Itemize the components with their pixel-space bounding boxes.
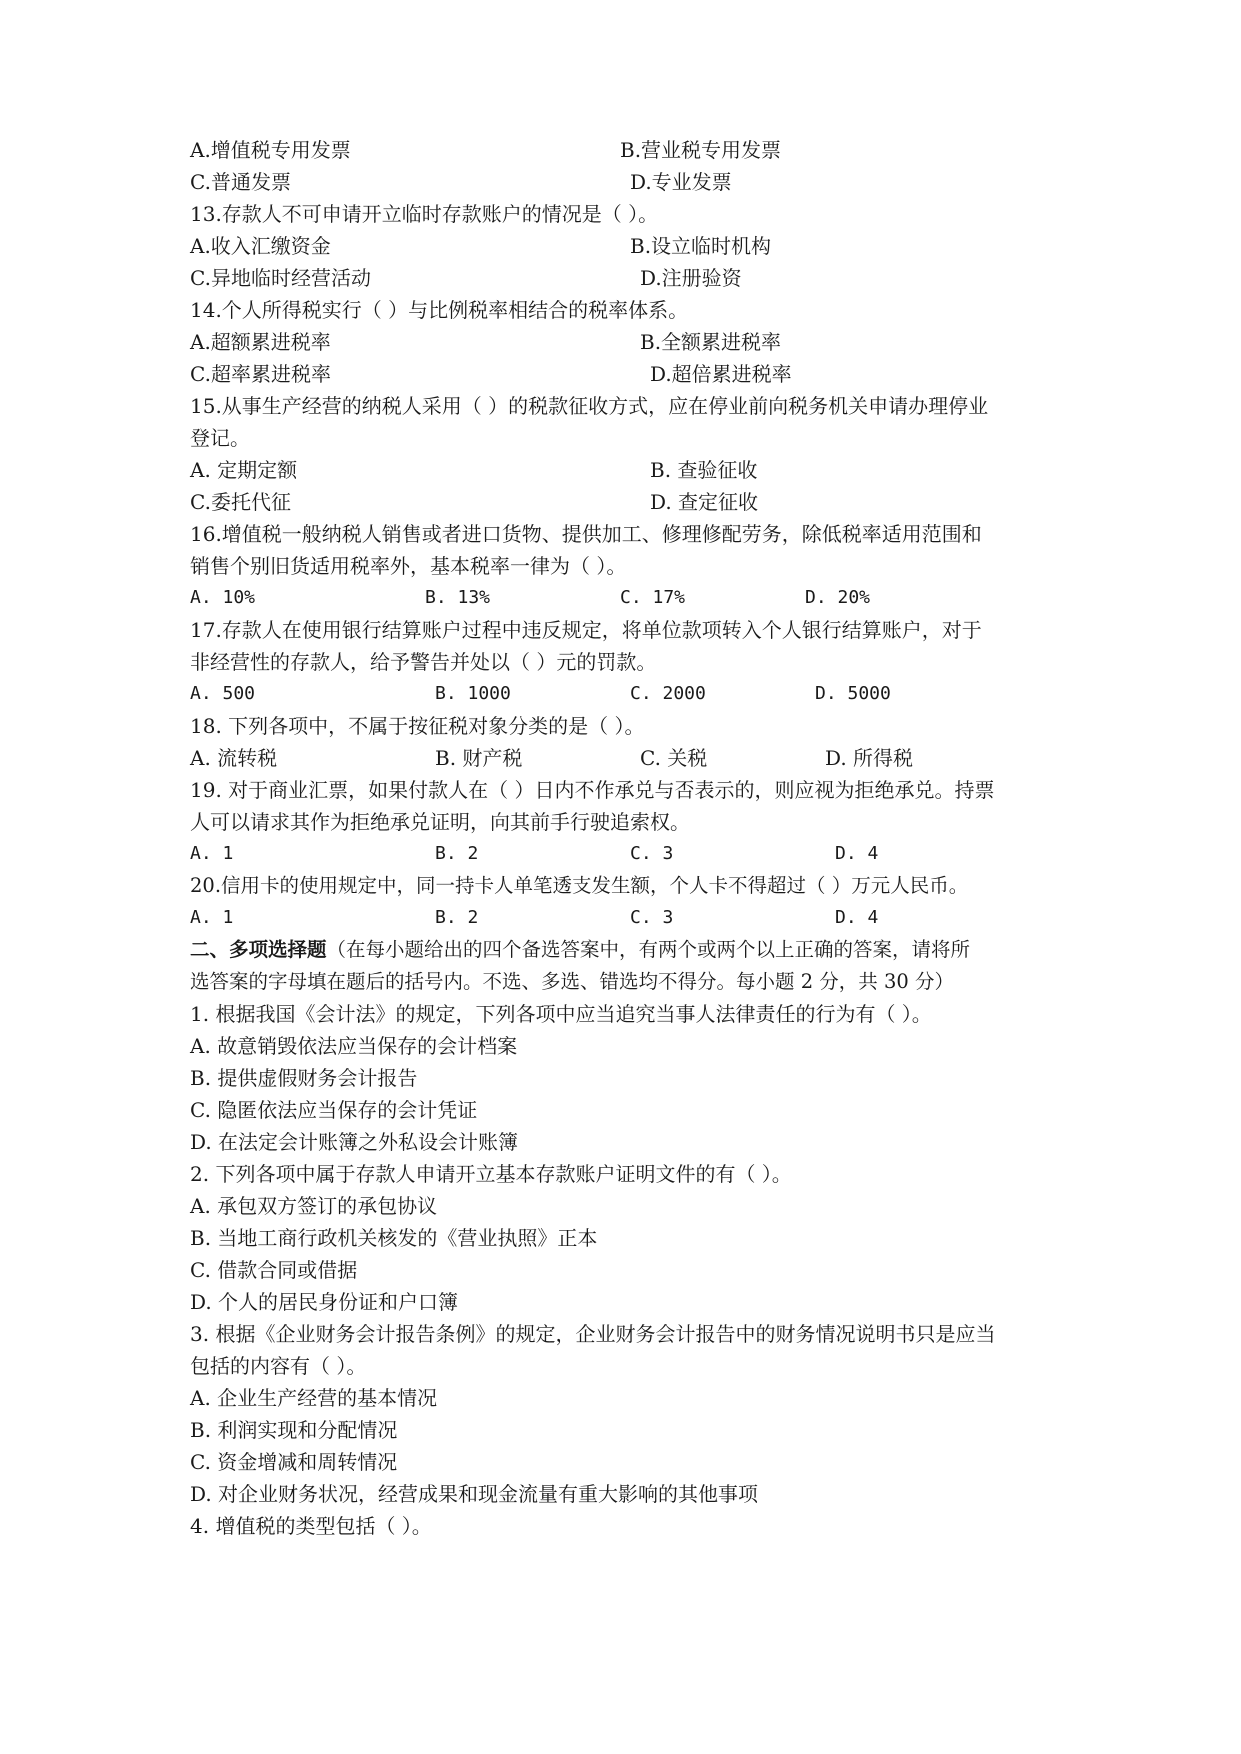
q13-option-c: C.异地临时经营活动 bbox=[190, 266, 371, 290]
q16-stem-line2: 销售个别旧货适用税率外，基本税率一律为（ ）。 bbox=[190, 554, 627, 578]
m3-stem-line1: 3. 根据《企业财务会计报告条例》的规定，企业财务会计报告中的财务情况说明书只是应当 bbox=[190, 1322, 996, 1346]
q16-option-b: B. 13% bbox=[425, 587, 491, 608]
q20-option-b: B. 2 bbox=[435, 907, 479, 928]
section2-header bbox=[190, 934, 970, 966]
m2-option-c: C. 借款合同或借据 bbox=[190, 1258, 358, 1282]
m3-stem-line2: 包括的内容有（ ）。 bbox=[190, 1354, 367, 1378]
q13-option-b: B.设立临时机构 bbox=[630, 234, 772, 258]
m2-option-b: B. 当地工商行政机关核发的《营业执照》正本 bbox=[190, 1226, 598, 1250]
m1-option-d: D. 在法定会计账簿之外私设会计账簿 bbox=[190, 1130, 519, 1154]
q19-option-a: A. 1 bbox=[190, 843, 234, 864]
q13-option-d: D.注册验资 bbox=[640, 266, 742, 290]
q15-option-a: A. 定期定额 bbox=[190, 458, 298, 482]
q20-option-c: C. 3 bbox=[630, 907, 674, 928]
q15-option-d: D. 查定征收 bbox=[650, 490, 759, 514]
q20-stem: 20.信用卡的使用规定中，同一持卡人单笔透支发生额，个人卡不得超过（ ）万元人民币。 bbox=[190, 874, 969, 897]
m3-option-d: D. 对企业财务状况，经营成果和现金流量有重大影响的其他事项 bbox=[190, 1482, 759, 1506]
q12-option-d: D.专业发票 bbox=[630, 170, 732, 194]
q13-stem: 13.存款人不可申请开立临时存款账户的情况是（ ）。 bbox=[190, 202, 659, 226]
q18-option-c: C. 关税 bbox=[640, 746, 708, 770]
section2-desc-line1: （在每小题给出的四个备选答案中，有两个或两个以上正确的答案，请将所 bbox=[326, 938, 971, 961]
q19-option-d: D. 4 bbox=[835, 843, 879, 864]
q14-option-d: D.超倍累进税率 bbox=[650, 362, 792, 386]
q15-option-b: B. 查验征收 bbox=[650, 458, 758, 482]
q19-option-c: C. 3 bbox=[630, 843, 674, 864]
q19-stem-line1: 19. 对于商业汇票，如果付款人在（ ）日内不作承兑与否表示的，则应视为拒绝承兑。持票 bbox=[190, 778, 995, 802]
m2-option-a: A. 承包双方签订的承包协议 bbox=[190, 1194, 438, 1218]
section2-title: 二、多项选择题 bbox=[190, 938, 327, 961]
q16-option-c: C. 17% bbox=[620, 587, 686, 608]
q12-option-a: A.增值税专用发票 bbox=[190, 138, 351, 162]
m1-option-c: C. 隐匿依法应当保存的会计凭证 bbox=[190, 1098, 478, 1122]
m1-stem: 1. 根据我国《会计法》的规定，下列各项中应当追究当事人法律责任的行为有（ ）。 bbox=[190, 1002, 932, 1026]
q17-stem-line1: 17.存款人在使用银行结算账户过程中违反规定，将单位款项转入个人银行结算账户，对于 bbox=[190, 618, 982, 642]
q14-option-b: B.全额累进税率 bbox=[640, 330, 782, 354]
q14-option-c: C.超率累进税率 bbox=[190, 362, 331, 386]
q16-option-d: D. 20% bbox=[805, 587, 871, 608]
m3-option-a: A. 企业生产经营的基本情况 bbox=[190, 1386, 438, 1410]
q12-option-b: B.营业税专用发票 bbox=[620, 138, 782, 162]
q16-stem-line1: 16.增值税一般纳税人销售或者进口货物、提供加工、修理修配劳务，除低税率适用范围和 bbox=[190, 522, 982, 546]
q20-option-d: D. 4 bbox=[835, 907, 879, 928]
q18-option-d: D. 所得税 bbox=[825, 746, 914, 770]
q17-option-d: D. 5000 bbox=[815, 683, 891, 704]
q15-option-c: C.委托代征 bbox=[190, 490, 291, 514]
q15-stem-line2: 登记。 bbox=[190, 426, 250, 450]
q13-option-a: A.收入汇缴资金 bbox=[190, 234, 331, 258]
section2-desc-line2: 选答案的字母填在题后的括号内。不选、多选、错选均不得分。每小题 2 分，共 30 分） bbox=[190, 970, 955, 993]
m2-stem: 2. 下列各项中属于存款人申请开立基本存款账户证明文件的有（ ）。 bbox=[190, 1162, 792, 1186]
q18-option-b: B. 财产税 bbox=[435, 746, 523, 770]
q17-option-c: C. 2000 bbox=[630, 683, 706, 704]
m3-option-c: C. 资金增减和周转情况 bbox=[190, 1450, 398, 1474]
m3-option-b: B. 利润实现和分配情况 bbox=[190, 1418, 398, 1442]
m1-option-b: B. 提供虚假财务会计报告 bbox=[190, 1066, 418, 1090]
q16-option-a: A. 10% bbox=[190, 587, 256, 608]
q19-stem-line2: 人可以请求其作为拒绝承兑证明，向其前手行驶追索权。 bbox=[190, 810, 690, 834]
q12-option-c: C.普通发票 bbox=[190, 170, 291, 194]
q20-option-a: A. 1 bbox=[190, 907, 234, 928]
m2-option-d: D. 个人的居民身份证和户口簿 bbox=[190, 1290, 459, 1314]
q19-option-b: B. 2 bbox=[435, 843, 479, 864]
m4-stem: 4. 增值税的类型包括（ ）。 bbox=[190, 1514, 432, 1538]
q17-stem-line2: 非经营性的存款人，给予警告并处以（ ）元的罚款。 bbox=[190, 650, 657, 674]
q18-option-a: A. 流转税 bbox=[190, 746, 278, 770]
q14-stem: 14.个人所得税实行（ ）与比例税率相结合的税率体系。 bbox=[190, 298, 689, 322]
q18-stem: 18. 下列各项中，不属于按征税对象分类的是（ ）。 bbox=[190, 714, 645, 738]
q14-option-a: A.超额累进税率 bbox=[190, 330, 331, 354]
q15-stem-line1: 15.从事生产经营的纳税人采用（ ）的税款征收方式，应在停业前向税务机关申请办理停业 bbox=[190, 394, 989, 418]
m1-option-a: A. 故意销毁依法应当保存的会计档案 bbox=[190, 1034, 518, 1058]
q17-option-a: A. 500 bbox=[190, 683, 256, 704]
q17-option-b: B. 1000 bbox=[435, 683, 511, 704]
